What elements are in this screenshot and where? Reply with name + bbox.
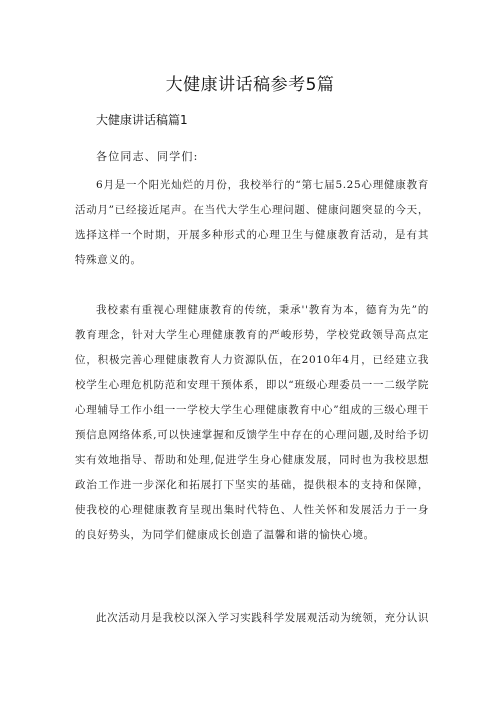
paragraph: 此次活动月是我校以深入学习实践科学发展观活动为统领，充分认识	[96, 612, 429, 624]
paragraph: 我校素有重视心理健康教育的传统，秉承''教育为本，德育为先”的教育理念，针对大学生心理健康教育的严峻形势，学校党政领导高点定位，积极完善心理健康教育人力资源队伍，在2010年4月，已经建立我校学生心理危机防范和安理干预体系，即以“班级心理委员一一二级学院心理辅导工作小组一一学校大学生心理健康教育中心”组成的三级心理干预信息网络体系,可以快速掌握和反馈学生中存在的心理问题,及时给予切实有效地指导、帮助和处理,促进学生身心健康发展，同时也为我校思想政治工作进一步深化和拓展打下坚实的基础，提供根本的支持和保障，使我校的心理健康教育呈现出集时代特色、人性关怀和发展活力于一身的良好势头，为同学们健康成长创造了温馨和谐的愉快心境。	[75, 304, 429, 541]
salutation: 各位同志、同学们:	[96, 150, 199, 163]
document-title: 大健康讲话稿参考5篇	[165, 75, 335, 95]
section-heading: 大健康讲话稿篇1	[96, 113, 188, 127]
paragraph: 6月是一个阳光灿烂的月份，我校举行的“第七届5.25心理健康教育活动月”已经接近尾声。在当代大学生心理问题、健康问题突显的今天，选择这样一个时期，开展多种形式的心理卫生与健康教育活动，是有其特殊意义的。	[75, 179, 429, 266]
